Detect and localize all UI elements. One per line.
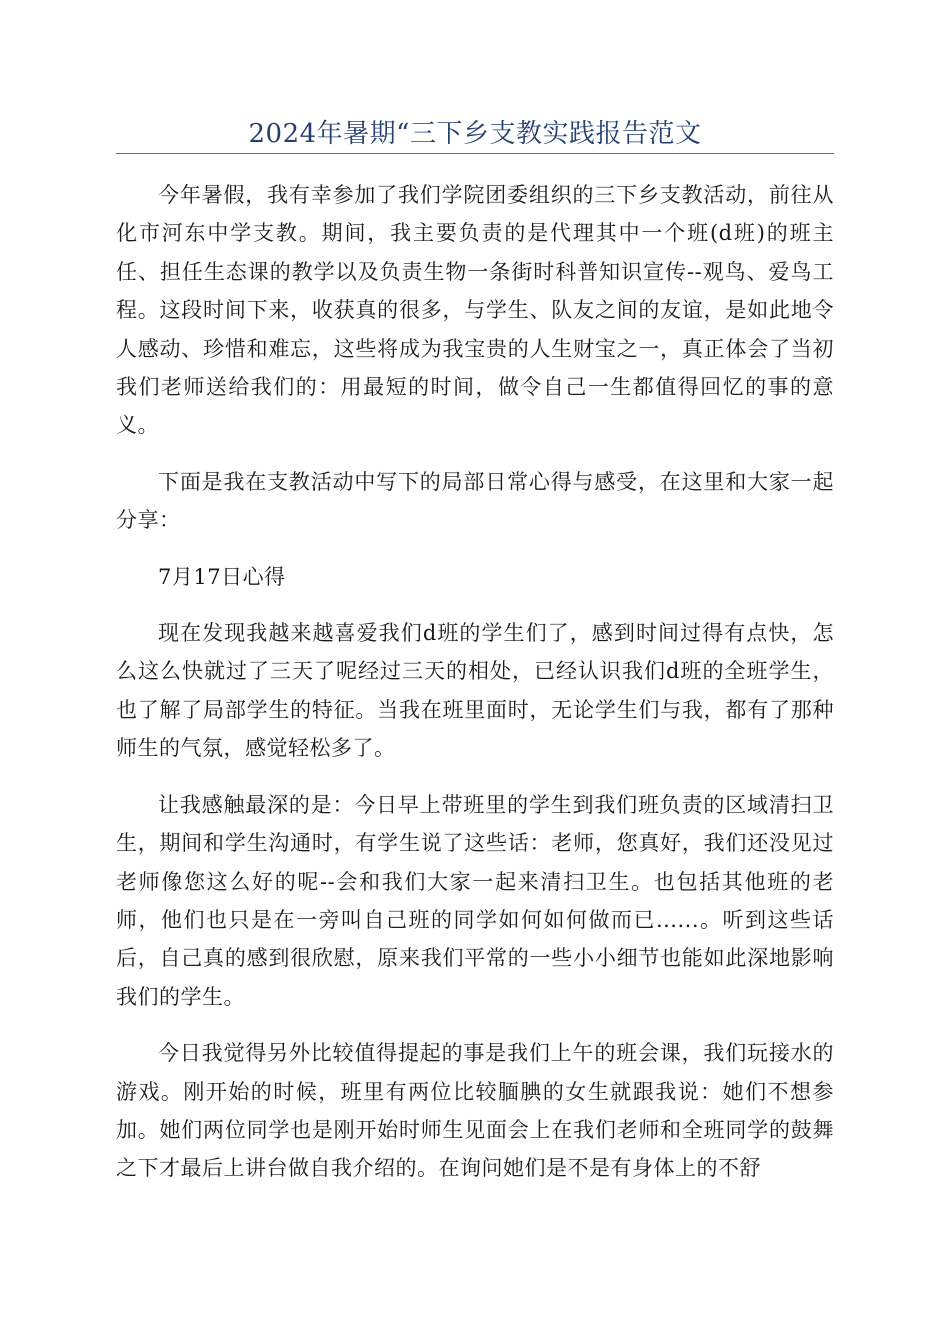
document-title: 2024年暑期“三下乡支教实践报告范文	[248, 119, 702, 149]
paragraph-sharing: 下面是我在支教活动中写下的局部日常心得与感受，在这里和大家一起分享：	[116, 469, 834, 533]
section-heading-july-17: 7月17日心得	[158, 564, 286, 589]
document-body	[116, 176, 834, 1206]
paragraph-class-meeting: 今日我觉得另外比较值得提起的事是我们上午的班会课，我们玩接水的游戏。刚开始的时候，班里有两位比较腼腆的女生就跟我说：她们不想参加。她们两位同学也是刚开始时师生见面会上在我们老师和全班同学的鼓舞之下才最后上讲台做自我介绍的。在询问她们是不是有身体上的不舒	[116, 1041, 834, 1181]
paragraph-cleaning: 让我感触最深的是：今日早上带班里的学生到我们班负责的区域清扫卫生，期间和学生沟通时，有学生说了这些话：老师，您真好，我们还没见过老师像您这么好的呢--会和我们大家一起来清扫卫生。也包括其他班的老师，他们也只是在一旁叫自己班的同学如何如何做而已......。听到这些话后，自己真的感到很欣慰，原来我们平常的一些小小细节也能如此深地影响我们的学生。	[116, 792, 834, 1009]
title-underline	[116, 153, 834, 154]
paragraph-intro: 今年暑假，我有幸参加了我们学院团委组织的三下乡支教活动，前往从化市河东中学支教。期间，我主要负责的是代理其中一个班(d班)的班主任、担任生态课的教学以及负责生物一条街时科普知识宣传--观鸟、爱鸟工程。这段时间下来，收获真的很多，与学生、队友之间的友谊，是如此地令人感动、珍惜和难忘，这些将成为我宝贵的人生财宝之一，真正体会了当初我们老师送给我们的：用最短的时间，做令自己一生都值得回忆的事的意义。	[116, 183, 834, 438]
paragraph-students: 现在发现我越来越喜爱我们d班的学生们了，感到时间过得有点快，怎么这么快就过了三天了呢经过三天的相处，已经认识我们d班的全班学生，也了解了局部学生的特征。当我在班里面时，无论学生们与我，都有了那种师生的气氛，感觉轻松多了。	[116, 621, 834, 761]
